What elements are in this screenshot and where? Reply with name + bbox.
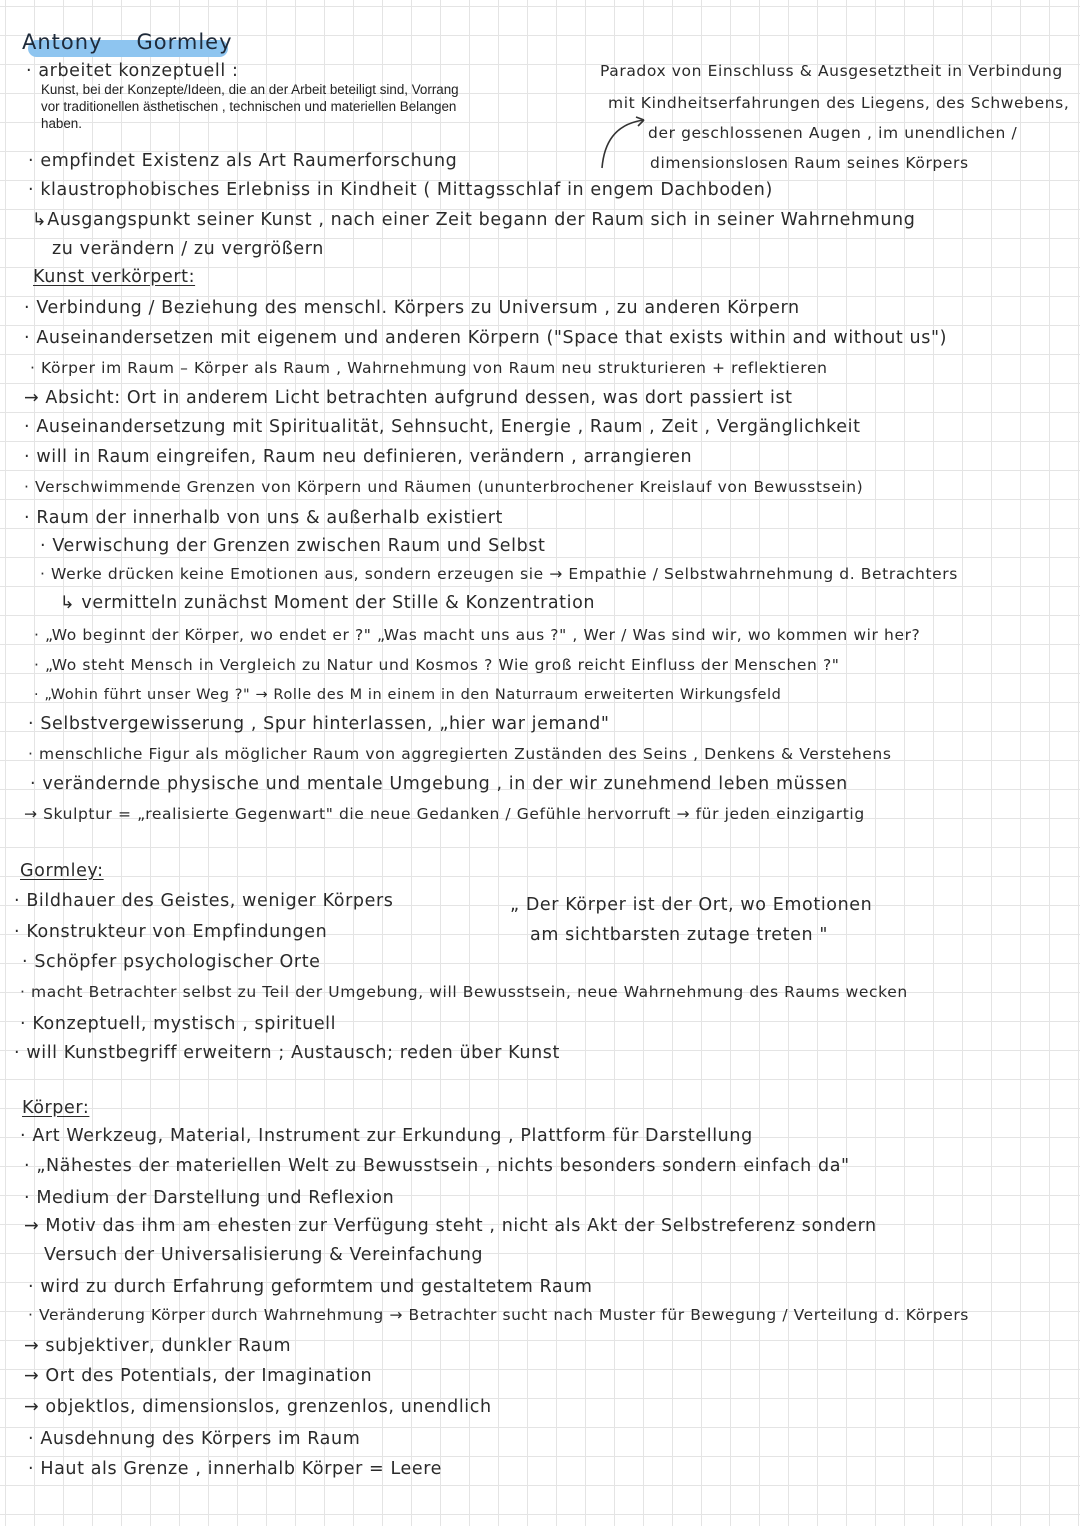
kunst-item: · Auseinandersetzen mit eigenem und anderen Körpern ("Space that exists within and without us") (24, 328, 948, 348)
section-heading-gormley: Gormley: (20, 861, 104, 881)
kunst-item: · Werke drücken keine Emotionen aus, sondern erzeugen sie → Empathie / Selbstwahrnehmung d. Betrachters (40, 565, 958, 583)
arrow-arc-icon (596, 116, 656, 176)
kunst-item: · Raum der innerhalb von uns & außerhalb existiert (24, 508, 503, 528)
right-note-line: Paradox von Einschluss & Ausgesetztheit in Verbindung (600, 62, 1063, 80)
gormley-item: · Schöpfer psychologischer Orte (22, 952, 321, 972)
kunst-item: · Auseinandersetzung mit Spiritualität, Sehnsucht, Energie , Raum , Zeit , Vergänglichkeit (24, 417, 861, 437)
kunst-item: · Verbindung / Beziehung des menschl. Körpers zu Universum , zu anderen Körpern (24, 298, 800, 318)
koerper-item: → Motiv das ihm am ehesten zur Verfügung steht , nicht als Akt der Selbstreferenz sondern (24, 1216, 877, 1236)
right-note-line: der geschlossenen Augen , im unendlichen / (648, 124, 1018, 142)
gormley-quote-line: am sichtbarsten zutage treten " (530, 925, 828, 945)
koerper-item: · Veränderung Körper durch Wahrnehmung → Betrachter sucht nach Muster für Bewegung / Verteilung d. Körpers (28, 1306, 969, 1324)
kunst-item: · verändernde physische und mentale Umgebung , in der wir zunehmend leben müssen (30, 774, 848, 794)
kunst-item: · will in Raum eingreifen, Raum neu definieren, verändern , arrangieren (24, 447, 693, 467)
title-last-name: Gormley (136, 30, 233, 54)
gormley-quote-line: „ Der Körper ist der Ort, wo Emotionen (510, 895, 873, 915)
gormley-item: · Konstrukteur von Empfindungen (14, 922, 328, 942)
intro-konzeptuell: · arbeitet konzeptuell : (26, 61, 239, 81)
koerper-item: Versuch der Universalisierung & Vereinfachung (44, 1245, 484, 1265)
gormley-item: · will Kunstbegriff erweitern ; Austausch; reden über Kunst (14, 1043, 560, 1063)
note-line: · klaustrophobisches Erlebniss in Kindheit ( Mittagsschlaf in engem Dachboden) (28, 180, 773, 200)
page-title (22, 30, 233, 54)
title-first-name: Antony (22, 30, 103, 54)
note-line: · empfindet Existenz als Art Raumerforschung (28, 151, 458, 171)
kunst-item: · menschliche Figur als möglicher Raum von aggregierten Zuständen des Seins , Denkens & Verstehens (28, 745, 892, 763)
gormley-item: · macht Betrachter selbst zu Teil der Umgebung, will Bewusstsein, neue Wahrnehmung des Raums wecken (20, 983, 908, 1001)
gormley-item: · Konzeptuell, mystisch , spirituell (20, 1014, 337, 1034)
koerper-item: · Medium der Darstellung und Reflexion (24, 1188, 395, 1208)
kunst-item: · Selbstvergewisserung , Spur hinterlassen, „hier war jemand" (28, 714, 610, 734)
kunst-item: · Körper im Raum – Körper als Raum , Wahrnehmung von Raum neu strukturieren + reflektieren (30, 359, 828, 377)
title-block (22, 30, 233, 54)
koerper-item: → objektlos, dimensionslos, grenzenlos, unendlich (24, 1397, 492, 1417)
section-heading-koerper: Körper: (22, 1098, 90, 1118)
kunst-item: · „Wo beginnt der Körper, wo endet er ?" „Was macht uns aus ?" , Wer / Was sind wir, wo kommen wir her? (34, 626, 921, 644)
section-heading-kunst: Kunst verkörpert: (33, 267, 196, 287)
gormley-item: · Bildhauer des Geistes, weniger Körpers (14, 891, 394, 911)
right-note-line: dimensionslosen Raum seines Körpers (650, 154, 969, 172)
kunst-item: · Verschwimmende Grenzen von Körpern und Räumen (ununterbrochener Kreislauf von Bewusstsein) (24, 478, 864, 496)
kunst-item: · „Wohin führt unser Weg ?" → Rolle des M in einem in den Naturraum erweiterten Wirkungsfeld (34, 687, 782, 703)
koerper-item: → Ort des Potentials, der Imagination (24, 1366, 373, 1386)
koerper-item: → subjektiver, dunkler Raum (24, 1336, 292, 1356)
note-line: ↳Ausgangspunkt seiner Kunst , nach einer Zeit begann der Raum sich in seiner Wahrnehmung (32, 210, 916, 230)
koerper-item: · Ausdehnung des Körpers im Raum (28, 1429, 361, 1449)
kunst-item: → Skulptur = „realisierte Gegenwart" die neue Gedanken / Gefühle hervorruft → für jeden einzigartig (24, 805, 865, 823)
koerper-item: · „Nähestes der materiellen Welt zu Bewusstsein , nichts besonders sondern einfach da" (24, 1156, 850, 1176)
note-line: zu verändern / zu vergrößern (52, 239, 324, 259)
koerper-item: · Haut als Grenze , innerhalb Körper = Leere (28, 1459, 443, 1479)
printed-definition: Kunst, bei der Konzepte/Ideen, die an der Arbeit beteiligt sind, Vorrang vor traditionellen ästhetischen , technischen und materiellen Belangen haben. (41, 82, 459, 131)
kunst-item: · „Wo steht Mensch in Vergleich zu Natur und Kosmos ? Wie groß reicht Einfluss der Menschen ?" (34, 656, 840, 674)
kunst-item: ↳ vermitteln zunächst Moment der Stille & Konzentration (60, 593, 596, 613)
kunst-item: → Absicht: Ort in anderem Licht betrachten aufgrund dessen, was dort passiert ist (24, 388, 793, 408)
koerper-item: · Art Werkzeug, Material, Instrument zur Erkundung , Plattform für Darstellung (20, 1126, 753, 1146)
right-note-line: mit Kindheitserfahrungen des Liegens, des Schwebens, (608, 94, 1070, 112)
koerper-item: · wird zu durch Erfahrung geformtem und gestaltetem Raum (28, 1277, 593, 1297)
kunst-item: · Verwischung der Grenzen zwischen Raum und Selbst (40, 536, 546, 556)
